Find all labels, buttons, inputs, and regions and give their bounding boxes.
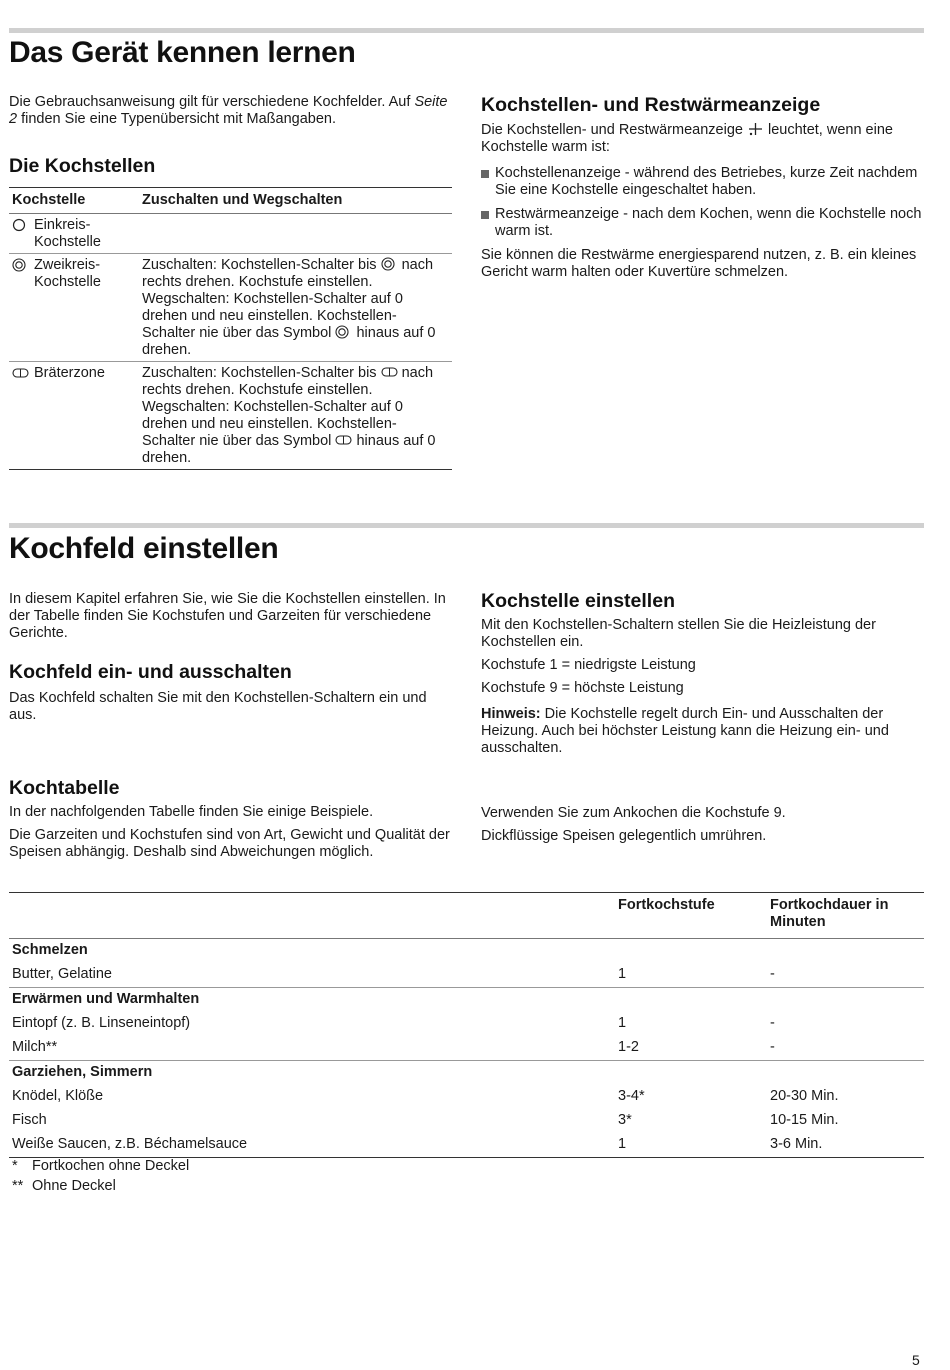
dish-name: Butter, Gelatine: [12, 966, 112, 982]
subsection-heading: Kochfeld ein- und ausschalten: [9, 661, 292, 683]
indicator-text: leuchtet, wenn eine Kochstelle warm ist:: [481, 122, 893, 155]
zone-instruction: Zuschalten: Kochstellen-Schalter bis: [142, 365, 377, 381]
indicator-outro: Sie können die Restwärme energiesparend nutzen, z. B. ein kleines Gericht warm halten oder Kuvertüre schmelzen.: [481, 247, 917, 280]
table-caveat: Die Garzeiten und Kochstufen sind von Art, Gewicht und Qualität der Speisen abhängig. Deshalb sind Abweichungen möglich.: [9, 827, 450, 860]
column-header: Fortkochstufe: [615, 893, 767, 939]
subsection-heading: Kochtabelle: [9, 777, 120, 799]
table-row: [9, 1109, 924, 1133]
list-item: Restwärmeanzeige - nach dem Kochen, wenn die Kochstelle noch warm ist.: [481, 206, 924, 240]
page-number: 5: [912, 1352, 920, 1368]
set-zone-text: Mit den Kochstellen-Schaltern stellen Sie die Heizleistung der Kochstellen ein.: [481, 617, 876, 650]
right-column: [481, 590, 924, 763]
column-header: Fortkochdauer in Minuten: [767, 893, 924, 939]
zone-instruction: hinaus auf 0 drehen.: [142, 325, 436, 358]
cooking-level: 1: [618, 1015, 627, 1031]
on-off-text: Das Kochfeld schalten Sie mit den Kochstellen-Schaltern ein und aus.: [9, 690, 427, 723]
indicator-list: [481, 165, 924, 240]
cooking-table: [9, 892, 924, 1158]
zone-instruction: nach rechts drehen. Kochstufe einstellen. Wegschalten: Kochstellen-Schalter auf 0 drehen und neu einstellen. Kochstellen-Schalter nie über das Symbol: [142, 365, 434, 449]
table-intro: In der nachfolgenden Tabelle finden Sie einige Beispiele.: [9, 804, 374, 820]
cooking-level: 1-2: [618, 1039, 639, 1055]
left-column: [9, 94, 452, 470]
cooking-time: 3-6 Min.: [770, 1136, 823, 1152]
double-ring-icon: [381, 257, 398, 271]
footnote-text: Fortkochen ohne Deckel: [32, 1158, 190, 1174]
table-row: [9, 1012, 924, 1036]
table-row: [9, 214, 452, 254]
footnote: [12, 1176, 189, 1196]
indicator-text: Die Kochstellen- und Restwärmeanzeige: [481, 122, 743, 138]
intro-paragraph: [9, 94, 452, 128]
roaster-zone-icon: [381, 365, 398, 379]
footnotes: [12, 1156, 189, 1196]
dish-name: Eintopf (z. B. Linseneintopf): [12, 1015, 191, 1031]
dish-name: Milch**: [12, 1039, 58, 1055]
left-column: [9, 591, 452, 730]
footnote-text: Ohne Deckel: [32, 1178, 116, 1194]
residual-heat-icon: [747, 122, 764, 136]
double-ring-icon: [335, 325, 352, 339]
group-name: Erwärmen und Warmhalten: [9, 988, 924, 1013]
subsection-heading: Kochstellen- und Restwärmeanzeige: [481, 94, 821, 116]
section-divider: [9, 28, 924, 33]
level-max: Kochstufe 9 = höchste Leistung: [481, 680, 684, 696]
dish-name: Knödel, Klöße: [12, 1088, 104, 1104]
group-row: [9, 988, 924, 1013]
zone-instruction: nach rechts drehen. Kochstufe einstellen. Wegschalten: Kochstellen-Schalter auf 0 drehen und neu einstellen. Kochstellen-Schalter nie über das Symbol: [142, 257, 434, 341]
cooking-time: 20-30 Min.: [770, 1088, 839, 1104]
group-name: Garziehen, Simmern: [9, 1061, 924, 1086]
cooking-zones-table: [9, 187, 452, 470]
cooking-level: 1: [618, 1136, 627, 1152]
dish-name: Fisch: [12, 1112, 47, 1128]
footnote-mark: **: [12, 1178, 24, 1194]
table-row: [9, 1085, 924, 1109]
table-tip: Dickflüssige Speisen gelegentlich umrühren.: [481, 828, 767, 844]
group-row: [9, 939, 924, 964]
page-reference-link[interactable]: Seite 2: [9, 94, 448, 127]
group-name: Schmelzen: [12, 942, 88, 958]
cooking-time: -: [770, 966, 775, 982]
cooking-time: 10-15 Min.: [770, 1112, 839, 1128]
section-title: Kochfeld einstellen: [9, 532, 279, 565]
subsection-heading: Kochstelle einstellen: [481, 590, 675, 612]
cooking-time: -: [770, 1015, 775, 1031]
column-header: Kochstelle: [9, 188, 139, 214]
footnote: [12, 1156, 189, 1176]
right-column: [481, 94, 924, 287]
indicator-intro: [481, 122, 924, 156]
left-column: [9, 777, 452, 867]
intro-text: finden Sie eine Typenübersicht mit Maßangaben.: [17, 111, 337, 127]
section-divider: [9, 523, 924, 528]
subsection-heading: Die Kochstellen: [9, 155, 156, 177]
dish-name: Weiße Saucen, z.B. Béchamelsauce: [12, 1136, 248, 1152]
zone-instruction: Zuschalten: Kochstellen-Schalter bis: [142, 257, 377, 273]
column-header: [9, 893, 615, 939]
table-row: [9, 963, 924, 988]
single-ring-icon: [12, 217, 30, 233]
table-row: [9, 1036, 924, 1061]
cooking-time: -: [770, 1039, 775, 1055]
group-row: [9, 1061, 924, 1086]
table-row: [9, 1133, 924, 1158]
chapter-intro: In diesem Kapitel erfahren Sie, wie Sie die Kochstellen einstellen. In der Tabelle finden Sie Kochstufen und Garzeiten für verschiedene Gerichte.: [9, 591, 446, 641]
right-column: [481, 805, 924, 851]
table-row: [9, 254, 452, 362]
double-ring-icon: [12, 257, 30, 273]
column-header: Zuschalten und Wegschalten: [139, 188, 452, 214]
table-row: [9, 362, 452, 470]
note-label: Hinweis:: [481, 706, 541, 722]
section-title: Das Gerät kennen lernen: [9, 36, 356, 69]
roaster-zone-icon: [335, 433, 352, 447]
note: [481, 706, 924, 757]
cooking-level: 1: [618, 966, 627, 982]
footnote-mark: *: [12, 1158, 18, 1174]
zone-instruction: hinaus auf 0 drehen.: [142, 433, 436, 466]
level-min: Kochstufe 1 = niedrigste Leistung: [481, 657, 696, 673]
cooking-level: 3-4*: [618, 1088, 645, 1104]
table-tip: Verwenden Sie zum Ankochen die Kochstufe 9.: [481, 805, 786, 821]
zone-name: Zweikreis-Kochstelle: [34, 257, 101, 290]
intro-text: Die Gebrauchsanweisung gilt für verschiedene Kochfelder. Auf: [9, 94, 415, 110]
zone-name: Bräterzone: [34, 365, 105, 381]
list-item: Kochstellenanzeige - während des Betriebes, kurze Zeit nachdem Sie eine Kochstelle eingeschaltet haben.: [481, 165, 924, 199]
roaster-zone-icon: [12, 365, 30, 381]
zone-name: Einkreis-Kochstelle: [34, 217, 101, 250]
cooking-level: 3*: [618, 1112, 632, 1128]
note-text: Die Kochstelle regelt durch Ein- und Ausschalten der Heizung. Auch bei höchster Leistung kann die Heizung ein- und ausschalten.: [481, 706, 889, 756]
